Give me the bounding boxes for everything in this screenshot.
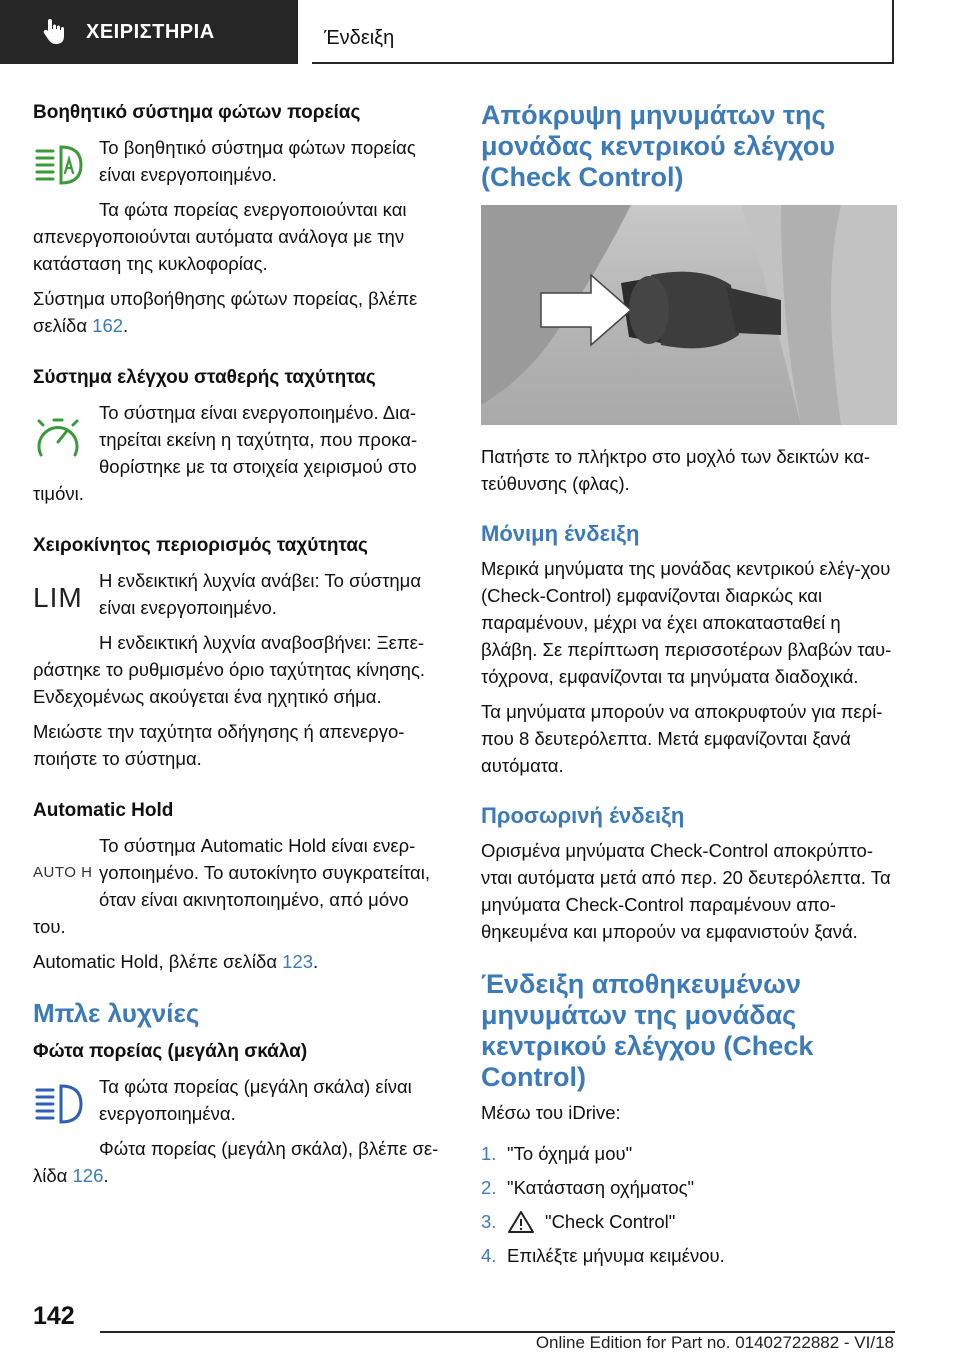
lane-assist-block bbox=[33, 134, 449, 196]
stored-intro: Μέσω του iDrive: bbox=[481, 1102, 621, 1123]
page-link-162[interactable]: 162 bbox=[92, 315, 124, 336]
hand-pointer-icon bbox=[40, 17, 70, 47]
high-beam-icon bbox=[33, 1073, 99, 1135]
header-subsection bbox=[312, 0, 894, 64]
section-title: ΧΕΙΡΙΣΤΗΡΙΑ bbox=[86, 20, 215, 43]
lane-assist-ref: Σύστημα υποβοήθησης φώτων πορείας, βλέπε σελίδα 162. bbox=[33, 288, 418, 336]
permanent-p1: Μερικά μηνύματα της μονάδας κεντρικού ελέγ-χου (Check-Control) εμφανίζονται διαρκώς και παραμένουν, μέχρι να έχει αποκατασταθεί η βλάβη. Σε περίπτωση περισσοτέρων βλαβών ταυ-τόχρονα, εμφανίζονται τα μηνύματα διαδοχικά. bbox=[481, 558, 892, 687]
speedometer-icon bbox=[33, 399, 99, 480]
right-column bbox=[481, 100, 897, 1276]
list-item: 2. "Κατάσταση οχήματος" bbox=[481, 1177, 695, 1198]
high-beam-icon-text: Τα φώτα πορείας (μεγάλη σκάλα) είναι ενεργοποιημένα. bbox=[99, 1076, 412, 1124]
auto-hold-icon-text: Το σύστημα Automatic Hold είναι ενερ-γοποιημένο. Το αυτοκίνητο συγκρατείται, όταν είναι ακινητοποιημένο, από μόνο bbox=[99, 835, 430, 910]
lane-assist-p1-rest: απενεργοποιούνται αυτόματα ανάλογα με την κατάσταση της κυκλοφορίας. bbox=[33, 226, 405, 274]
warning-triangle-icon bbox=[507, 1210, 535, 1234]
high-beam-title: Φώτα πορείας (μεγάλη σκάλα) bbox=[33, 1041, 308, 1062]
cruise-title: Σύστημα ελέγχου σταθερής ταχύτητας bbox=[33, 367, 376, 388]
list-item: 3. "Check Control" bbox=[481, 1211, 676, 1232]
page-number: 142 bbox=[33, 1302, 75, 1330]
cruise-block bbox=[33, 399, 449, 480]
stored-messages-heading: Ένδειξη αποθηκευμένων μηνυμάτων της μονάδας κεντρικού ελέγχου (Check Control) bbox=[481, 969, 814, 1092]
hide-caption: Πατήστε το πλήκτρο στο μοχλό των δεικτών κα-τεύθυνσης (φλας). bbox=[481, 446, 871, 494]
stored-steps-list bbox=[481, 1140, 897, 1269]
temporary-heading: Προσωρινή ένδειξη bbox=[481, 803, 685, 828]
subsection-title: Ένδειξη bbox=[324, 27, 395, 49]
permanent-p2: Τα μηνύματα μπορούν να αποκρυφτούν για περί-που 8 δευτερόλεπτα. Μετά εμφανίζονται ξανά αυτόματα. bbox=[481, 701, 883, 776]
cruise-icon-text: Το σύστημα είναι ενεργοποιημένο. Δια-τηρείται εκείνη η ταχύτητα, που προκα-θορίστηκε με τα στοιχεία χειρισμού στο bbox=[99, 402, 418, 477]
blue-lights-heading: Μπλε λυχνίες bbox=[33, 998, 200, 1028]
lane-assist-icon-text: Το βοηθητικό σύστημα φώτων πορείας είναι ενεργοποιημένο. bbox=[99, 137, 416, 185]
limiter-icon-text: Η ενδεικτική λυχνία ανάβει: Το σύστημα είναι ενεργοποιημένο. bbox=[99, 570, 422, 618]
auto-hold-icon: AUTO H bbox=[33, 864, 93, 881]
auto-hold-rest: του. bbox=[33, 916, 66, 937]
edition-text: Online Edition for Part no. 01402722882 - VI/18 bbox=[535, 1333, 894, 1352]
list-item: 1. "Το όχημά μου" bbox=[481, 1143, 633, 1164]
left-column bbox=[33, 100, 449, 1197]
auto-hold-title: Automatic Hold bbox=[33, 800, 174, 821]
limiter-p2: Μειώστε την ταχύτητα οδήγησης ή απενεργο-ποιήστε το σύστημα. bbox=[33, 721, 405, 769]
high-beam-block bbox=[33, 1073, 449, 1135]
turn-signal-lever-photo bbox=[481, 205, 897, 425]
limiter-p1-lead: Η ενδεικτική λυχνία αναβοσβήνει: Ξεπε- bbox=[99, 632, 425, 653]
header-section-tab bbox=[0, 0, 298, 64]
lane-assist-title: Βοηθητικό σύστημα φώτων πορείας bbox=[33, 102, 361, 123]
limiter-title: Χειροκίνητος περιορισμός ταχύτητας bbox=[33, 535, 368, 556]
limiter-block bbox=[33, 567, 449, 629]
hide-messages-heading: Απόκρυψη μηνυμάτων της μονάδας κεντρικού ελέγχου (Check Control) bbox=[481, 100, 835, 192]
limiter-p1-rest: ράστηκε το ρυθμισμένο όριο ταχύτητας κίνησης. Ενδεχομένως ακούγεται ένα ηχητικό σήμα. bbox=[33, 659, 426, 707]
auto-hold-ref: Automatic Hold, βλέπε σελίδα 123. bbox=[33, 951, 319, 972]
high-beam-assist-icon bbox=[33, 134, 99, 196]
permanent-heading: Μόνιμη ένδειξη bbox=[481, 521, 640, 546]
cruise-rest: τιμόνι. bbox=[33, 483, 84, 504]
page-link-123[interactable]: 123 bbox=[282, 951, 314, 972]
high-beam-ref: λίδα 126. bbox=[33, 1165, 109, 1186]
page-link-126[interactable]: 126 bbox=[72, 1165, 104, 1186]
auto-hold-block bbox=[33, 832, 449, 913]
lane-assist-p1-lead: Τα φώτα πορείας ενεργοποιούνται και bbox=[99, 199, 407, 220]
high-beam-ref-lead: Φώτα πορείας (μεγάλη σκάλα), βλέπε σε- bbox=[99, 1138, 439, 1159]
limiter-icon: LIM bbox=[33, 582, 83, 613]
list-item: 4. Επιλέξτε μήνυμα κειμένου. bbox=[481, 1245, 725, 1266]
temporary-p1: Ορισμένα μηνύματα Check-Control αποκρύπτο-νται αυτόματα μετά από περ. 20 δευτερόλεπτα. Τα μηνύματα Check-Control παραμένουν απο-θηκευμένα και μπορούν να εμφανιστούν ξανά. bbox=[481, 840, 891, 942]
